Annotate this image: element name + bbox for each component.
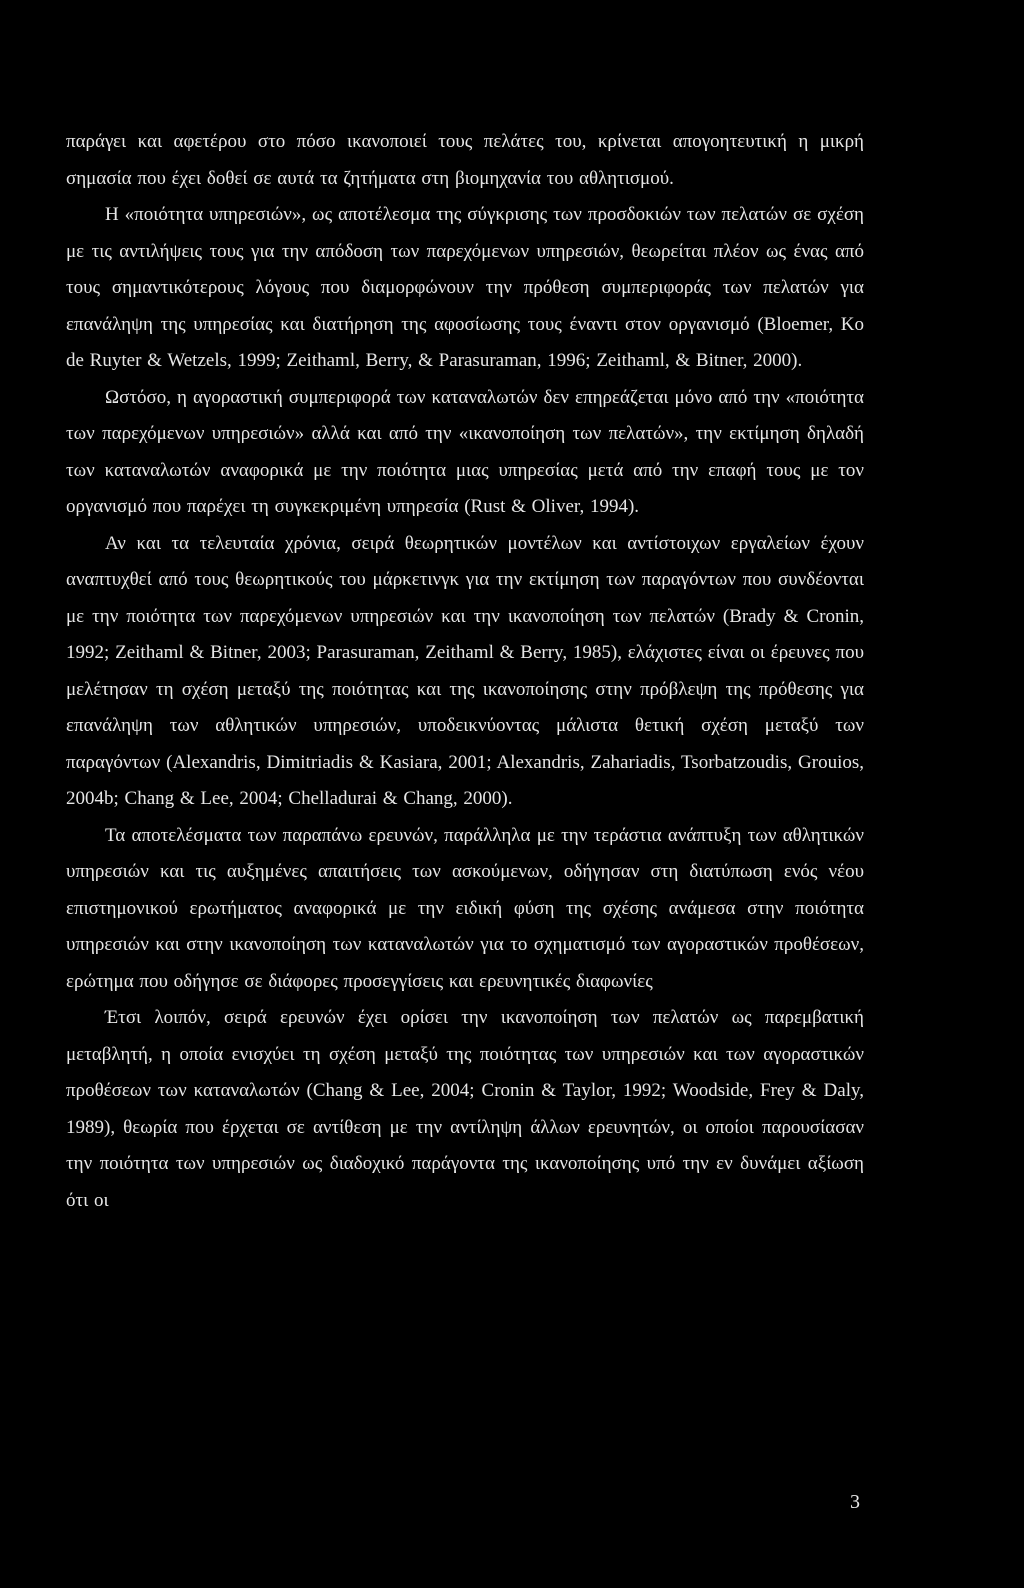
page-number: 3 — [850, 1491, 860, 1513]
paragraph-research-results: Τα αποτελέσματα των παραπάνω ερευνών, παράλληλα με την τεράστια ανάπτυξη των αθλητικών υπηρεσιών και τις αυξημένες απαιτήσεις των ασκούμενων, οδήγησαν στη διατύπωση ενός νέου επιστημονικού ερωτήματος αναφορικά με την ειδική φύση της σχέσης ανάμεσα στην ποιότητα υπηρεσιών και στην ικανοποίηση των καταναλωτών για το σχηματισμό των αγοραστικών προθέσεων, ερώτημα που οδήγησε σε διάφορες προσεγγίσεις και ερευνητικές διαφωνίες — [66, 824, 864, 992]
paragraph-customer-satisfaction: Ωστόσο, η αγοραστική συμπεριφορά των καταναλωτών δεν επηρεάζεται μόνο από την «ποιότητα των παρεχόμενων υπηρεσιών» αλλά και από την «ικανοποίηση των πελατών», την εκτίμηση δηλαδή των καταναλωτών αναφορικά με την ποιότητα μιας υπηρεσίας μετά από την επαφή τους με τον οργανισμό που παρέχει τη συγκεκριμένη υπηρεσία (Rust & Oliver, 1994). — [66, 386, 864, 517]
paragraph-continuation: παράγει και αφετέρου στο πόσο ικανοποιεί τους πελάτες του, κρίνεται απογοητευτική η μικρή σημασία που έχει δοθεί σε αυτά τα ζητήματα στη βιομηχανία του αθλητισμού. — [66, 131, 864, 189]
paragraph-service-quality: Η «ποιότητα υπηρεσιών», ως αποτέλεσμα της σύγκρισης των προσδοκιών των πελατών σε σχέση με τις αντιλήψεις τους για την απόδοση των παρεχόμενων υπηρεσιών, θεωρείται πλέον ως ένας από τους σημαντικότερους λόγους που διαμορφώνουν την πρόθεση συμπεριφοράς των πελατών για επανάληψη της υπηρεσίας και διατήρηση της αφοσίωσης τους έναντι στον οργανισμό (Bloemer, Ko de Ruyter & Wetzels, 1999; Zeithaml, Berry, & Parasuraman, 1996; Zeithaml, & Bitner, 2000). — [66, 204, 864, 371]
paragraph-theoretical-models: Αν και τα τελευταία χρόνια, σειρά θεωρητικών μοντέλων και αντίστοιχων εργαλείων έχουν αναπτυχθεί από τους θεωρητικούς του μάρκετινγκ για την εκτίμηση των παραγόντων που συνδέονται με την ποιότητα των παρεχόμενων υπηρεσιών και την ικανοποίηση των πελατών (Brady & Cronin, 1992; Zeithaml & Bitner, 2003; Parasuraman, Zeithaml & Berry, 1985), ελάχιστες είναι οι έρευνες που μελέτησαν τη σχέση μεταξύ της ποιότητας και της ικανοποίησης στην πρόβλεψη της πρόθεσης για επανάληψη των αθλητικών υπηρεσιών, υποδεικνύοντας μάλιστα θετική σχέση μεταξύ των παραγόντων (Alexandris, Dimitriadis & Kasiara, 2001; Alexandris, Zahariadis, Tsorbatzoudis, Grouios, 2004b; Chang & Lee, 2004; Chelladurai & Chang, 2000). — [66, 532, 864, 809]
paragraph-mediating-variable: Έτσι λοιπόν, σειρά ερευνών έχει ορίσει την ικανοποίηση των πελατών ως παρεμβατική μεταβλητή, η οποία ενισχύει τη σχέση μεταξύ της ποιότητας των υπηρεσιών και των αγοραστικών προθέσεων των καταναλωτών (Chang & Lee, 2004; Cronin & Taylor, 1992; Woodside, Frey & Daly, 1989), θεωρία που έρχεται σε αντίθεση με την αντίληψη άλλων ερευνητών, οι οποίοι παρουσίασαν την ποιότητα των υπηρεσιών ως διαδοχικό παράγοντα της ικανοποίησης υπό την εν δυνάμει αξίωση ότι οι — [66, 1007, 864, 1211]
page-body — [66, 124, 864, 1219]
